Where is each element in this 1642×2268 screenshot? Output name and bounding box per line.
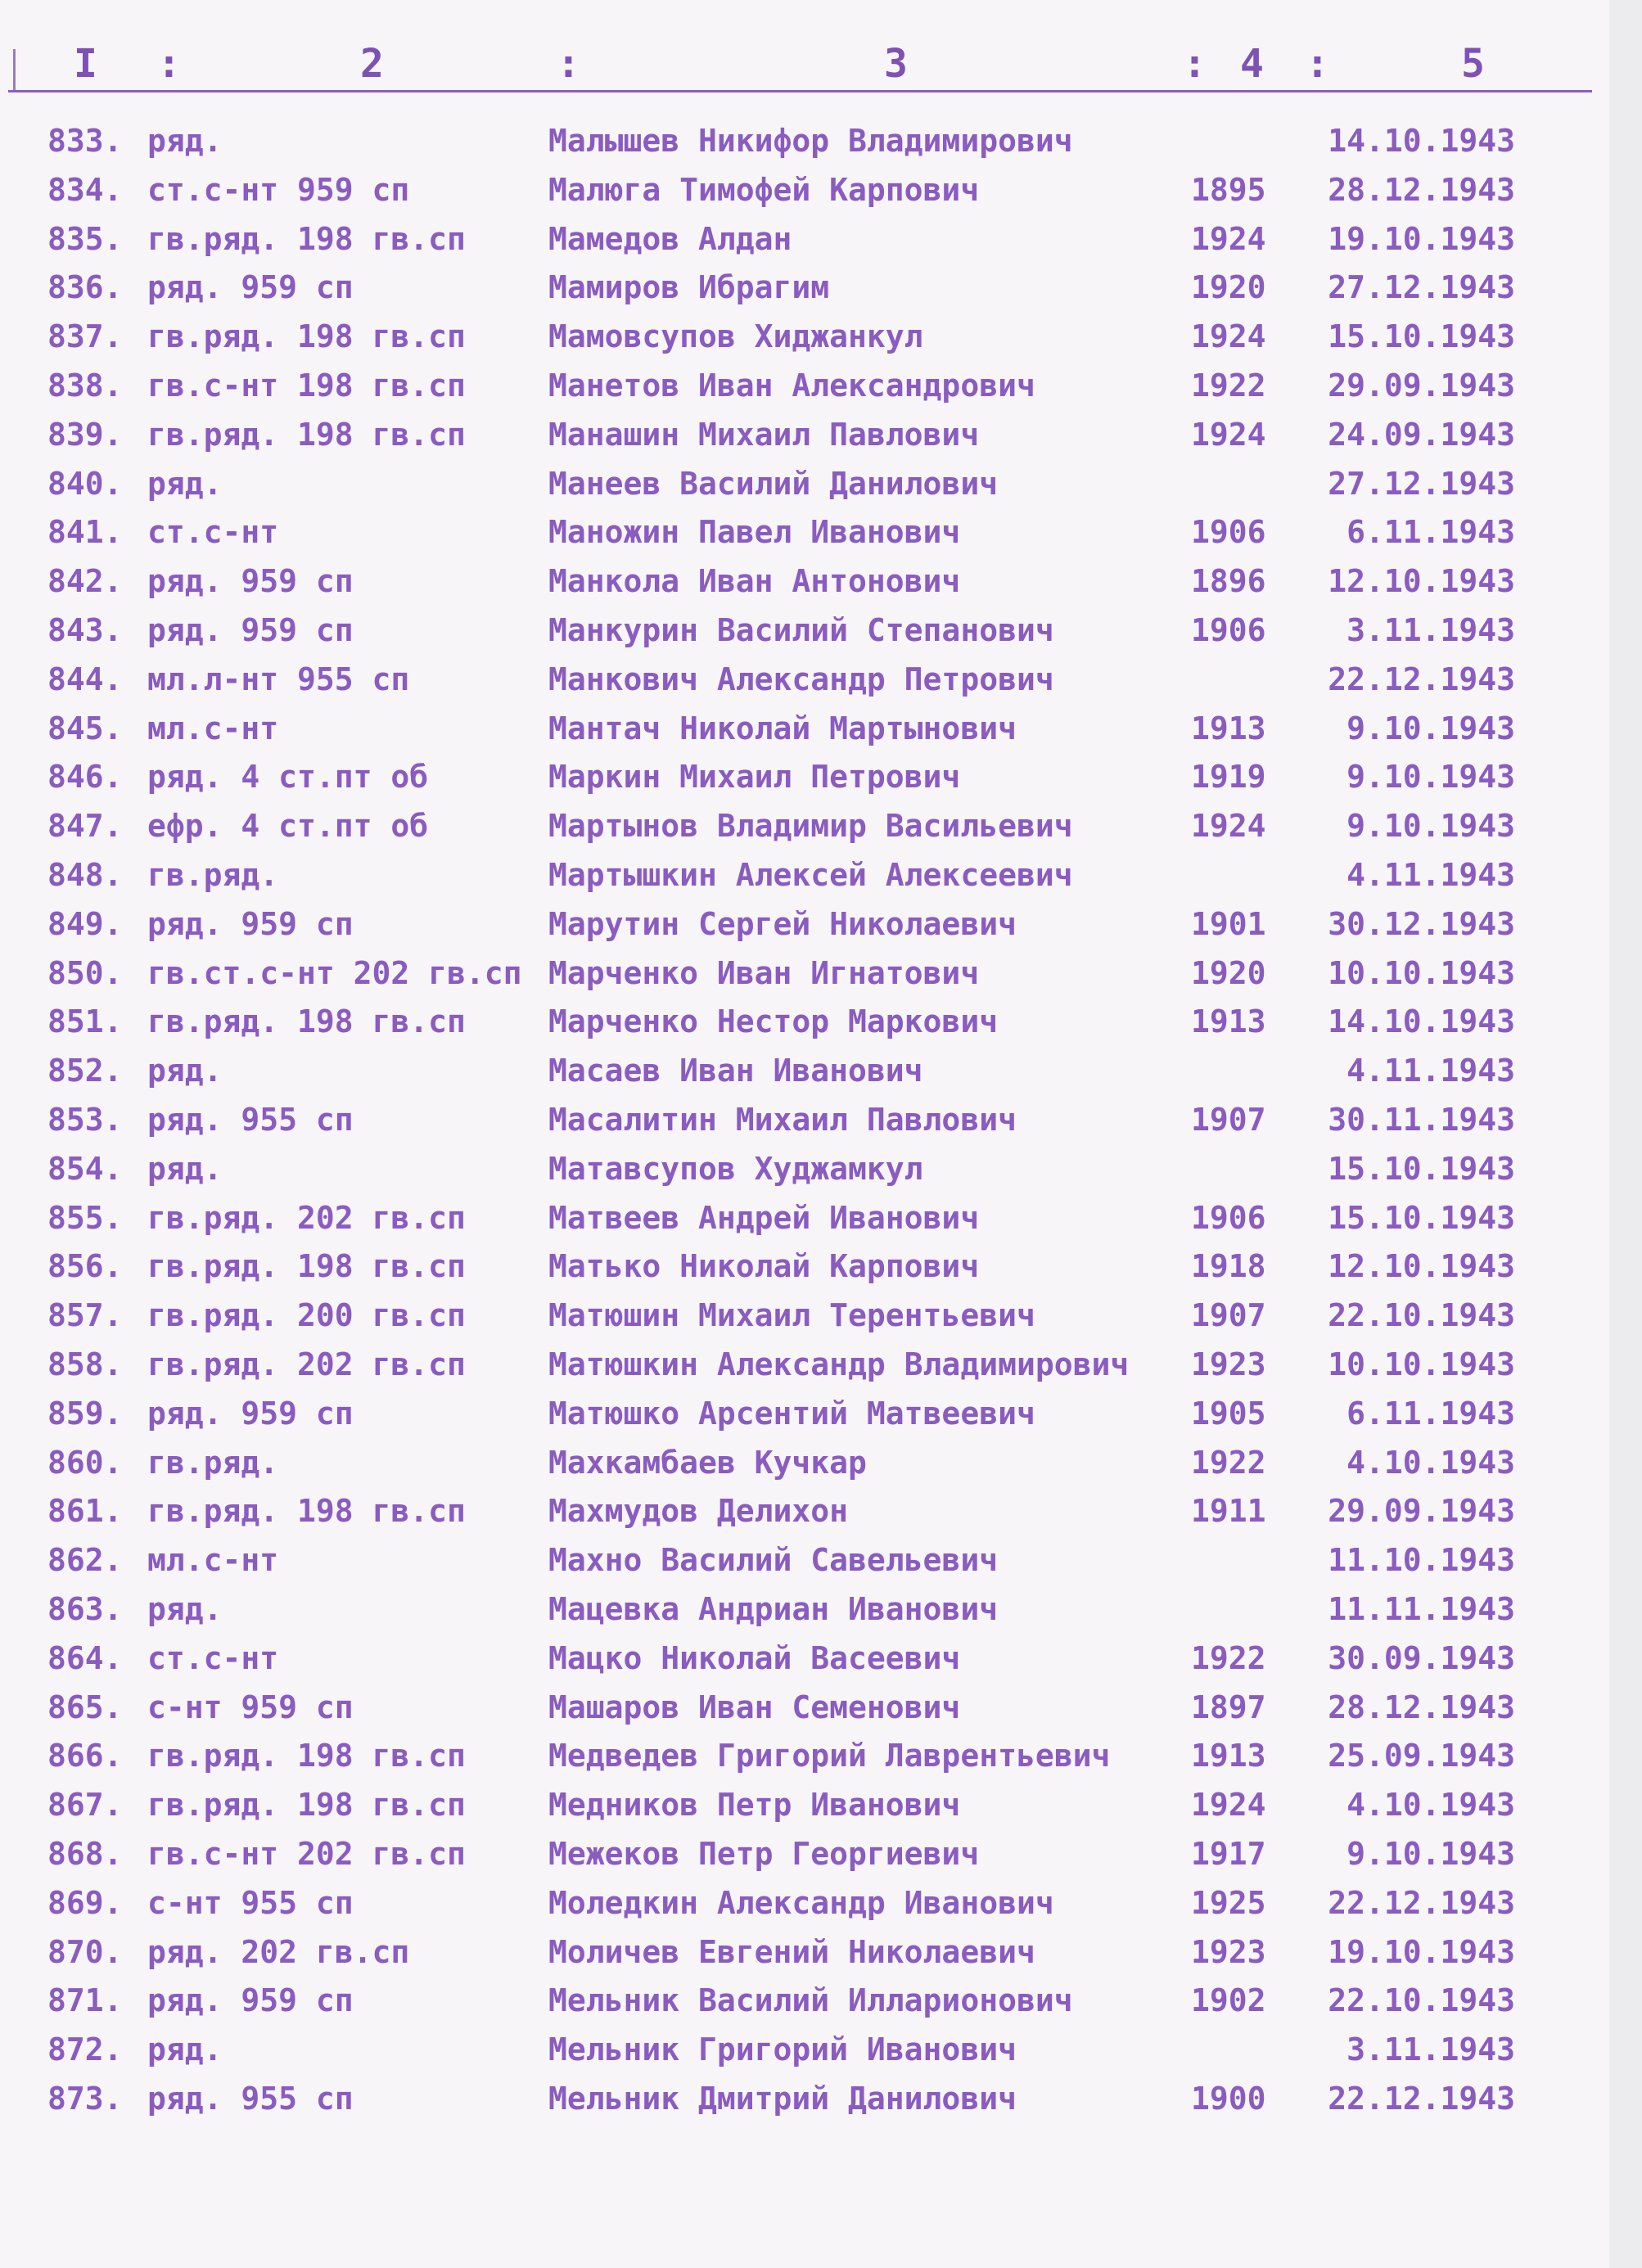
row-birth-year: 1906 (1191, 514, 1266, 551)
row-rank: гв.ряд. 198 гв.сп (147, 1738, 466, 1774)
row-birth-year: 1907 (1191, 1297, 1266, 1334)
table-row (0, 955, 1642, 1003)
row-birth-year: 1907 (1191, 1102, 1266, 1138)
row-number: 847. (47, 808, 123, 845)
row-rank: ряд. (147, 123, 223, 159)
row-number: 859. (47, 1395, 123, 1432)
row-birth-year: 1924 (1191, 808, 1266, 845)
row-rank: ряд. 959 сп (147, 269, 354, 306)
table-row (0, 1053, 1642, 1100)
row-birth-year: 1895 (1191, 171, 1266, 208)
row-birth-year: 1923 (1191, 1346, 1266, 1382)
row-date: 4.10.1943 (1347, 1787, 1515, 1824)
header-separator: : (157, 41, 181, 87)
row-number: 848. (47, 857, 123, 893)
table-row (0, 1591, 1642, 1639)
row-date: 30.11.1943 (1328, 1102, 1515, 1138)
header-separator: : (1183, 41, 1207, 87)
row-birth-year: 1911 (1191, 1493, 1266, 1530)
row-name: Махно Василий Савельевич (548, 1542, 999, 1579)
row-name: Манетов Иван Александрович (548, 367, 1035, 404)
row-name: Махкамбаев Кучкар (548, 1444, 867, 1481)
row-name: Моличев Евгений Николаевич (548, 1933, 1035, 1970)
row-number: 837. (47, 318, 123, 355)
row-rank: ряд. (147, 2031, 223, 2068)
row-rank: ряд. (147, 1053, 223, 1089)
row-birth-year: 1922 (1191, 367, 1266, 404)
table-row (0, 1445, 1642, 1492)
row-number: 860. (47, 1444, 123, 1481)
row-rank: ряд. 959 сп (147, 905, 354, 942)
row-number: 841. (47, 514, 123, 551)
row-rank: ряд. 959 сп (147, 1982, 354, 2019)
row-rank: гв.с-нт 202 гв.сп (147, 1836, 466, 1872)
row-number: 850. (47, 954, 123, 991)
row-name: Моледкин Александр Иванович (548, 1884, 1054, 1921)
row-rank: гв.ряд. 198 гв.сп (147, 318, 466, 355)
row-rank: ряд. (147, 1591, 223, 1627)
row-date: 30.09.1943 (1328, 1639, 1515, 1676)
row-date: 27.12.1943 (1328, 269, 1515, 306)
row-number: 855. (47, 1199, 123, 1236)
header-col-1: I (74, 41, 97, 87)
row-name: Малюга Тимофей Карпович (548, 171, 980, 208)
row-rank: с-нт 959 сп (147, 1689, 354, 1725)
row-date: 24.09.1943 (1328, 416, 1515, 453)
row-name: Матюшко Арсентий Матвеевич (548, 1395, 1035, 1432)
row-name: Мельник Григорий Иванович (548, 2031, 1017, 2068)
table-row (0, 417, 1642, 464)
row-number: 852. (47, 1053, 123, 1089)
table-row (0, 1934, 1642, 1982)
row-date: 29.09.1943 (1328, 367, 1515, 404)
row-birth-year: 1896 (1191, 563, 1266, 600)
row-rank: гв.ряд. 198 гв.сп (147, 1248, 466, 1285)
row-number: 839. (47, 416, 123, 453)
row-date: 11.10.1943 (1328, 1542, 1515, 1579)
row-name: Марченко Нестор Маркович (548, 1003, 999, 1040)
row-name: Маркин Михаил Петрович (548, 759, 961, 796)
row-birth-year: 1906 (1191, 612, 1266, 648)
table-row (0, 1640, 1642, 1688)
row-date: 22.12.1943 (1328, 1884, 1515, 1921)
row-date: 22.12.1943 (1328, 2081, 1515, 2117)
left-tick-mark (13, 49, 16, 90)
row-name: Мартынов Владимир Васильевич (548, 808, 1073, 845)
row-birth-year: 1900 (1191, 2081, 1266, 2117)
row-number: 873. (47, 2081, 123, 2117)
row-date: 9.10.1943 (1347, 759, 1515, 796)
table-row (0, 1248, 1642, 1296)
row-date: 28.12.1943 (1328, 171, 1515, 208)
row-date: 6.11.1943 (1347, 1395, 1515, 1432)
row-number: 854. (47, 1150, 123, 1187)
row-number: 872. (47, 2031, 123, 2068)
row-number: 857. (47, 1297, 123, 1334)
row-date: 22.10.1943 (1328, 1982, 1515, 2019)
row-number: 844. (47, 661, 123, 697)
row-rank: ряд. 959 сп (147, 1395, 354, 1432)
header-col-2: 2 (360, 41, 384, 87)
row-name: Матько Николай Карпович (548, 1248, 980, 1285)
row-date: 6.11.1943 (1347, 514, 1515, 551)
row-number: 865. (47, 1689, 123, 1725)
row-date: 9.10.1943 (1347, 808, 1515, 845)
row-rank: гв.ст.с-нт 202 гв.сп (147, 954, 522, 991)
column-header (0, 33, 1642, 98)
header-col-4: 4 (1240, 41, 1264, 87)
table-row (0, 1982, 1642, 2030)
row-number: 836. (47, 269, 123, 306)
table-row (0, 1102, 1642, 1149)
row-rank: гв.ряд. 198 гв.сп (147, 1003, 466, 1040)
header-rule (8, 90, 1592, 92)
table-row (0, 123, 1642, 170)
header-col-5: 5 (1461, 41, 1485, 87)
table-row (0, 1003, 1642, 1051)
row-date: 28.12.1943 (1328, 1689, 1515, 1725)
row-rank: гв.ряд. 202 гв.сп (147, 1199, 466, 1236)
row-number: 849. (47, 905, 123, 942)
row-birth-year: 1919 (1191, 759, 1266, 796)
row-name: Манкурин Василий Степанович (548, 612, 1054, 648)
row-name: Матавсупов Худжамкул (548, 1150, 923, 1187)
row-number: 842. (47, 563, 123, 600)
row-number: 838. (47, 367, 123, 404)
row-name: Машаров Иван Семенович (548, 1689, 961, 1725)
row-name: Манкович Александр Петрович (548, 661, 1054, 697)
row-birth-year: 1920 (1191, 954, 1266, 991)
row-rank: ряд. 959 сп (147, 563, 354, 600)
row-rank: ефр. 4 ст.пт об (147, 808, 429, 845)
row-date: 15.10.1943 (1328, 1150, 1515, 1187)
row-number: 870. (47, 1933, 123, 1970)
row-name: Махмудов Делихон (548, 1493, 849, 1530)
table-row (0, 1787, 1642, 1834)
row-rank: мл.с-нт (147, 710, 279, 746)
table-row (0, 1297, 1642, 1345)
table-row (0, 1836, 1642, 1883)
row-date: 19.10.1943 (1328, 1933, 1515, 1970)
row-number: 862. (47, 1542, 123, 1579)
table-row (0, 710, 1642, 758)
row-rank: ряд. 4 ст.пт об (147, 759, 429, 796)
row-birth-year: 1913 (1191, 710, 1266, 746)
row-date: 22.12.1943 (1328, 661, 1515, 697)
table-row (0, 808, 1642, 855)
row-date: 4.11.1943 (1347, 857, 1515, 893)
row-number: 843. (47, 612, 123, 648)
row-birth-year: 1905 (1191, 1395, 1266, 1432)
table-row (0, 514, 1642, 561)
row-rank: гв.ряд. 202 гв.сп (147, 1346, 466, 1382)
row-rank: ст.с-нт (147, 514, 279, 551)
header-separator: : (1306, 41, 1329, 87)
row-rank: ряд. 959 сп (147, 612, 354, 648)
table-row (0, 1542, 1642, 1589)
row-name: Межеков Петр Георгиевич (548, 1836, 980, 1872)
row-date: 14.10.1943 (1328, 1003, 1515, 1040)
row-name: Матюшкин Александр Владимирович (548, 1346, 1130, 1382)
row-birth-year: 1920 (1191, 269, 1266, 306)
row-number: 845. (47, 710, 123, 746)
row-date: 9.10.1943 (1347, 710, 1515, 746)
row-number: 863. (47, 1591, 123, 1627)
table-row (0, 367, 1642, 415)
row-rank: гв.ряд. (147, 1444, 279, 1481)
row-birth-year: 1922 (1191, 1444, 1266, 1481)
row-name: Малышев Никифор Владимирович (548, 123, 1073, 159)
row-rank: гв.с-нт 198 гв.сп (147, 367, 466, 404)
row-number: 853. (47, 1102, 123, 1138)
table-row (0, 1396, 1642, 1443)
row-date: 29.09.1943 (1328, 1493, 1515, 1530)
row-name: Мамовсупов Хиджанкул (548, 318, 923, 355)
table-row (0, 1689, 1642, 1737)
row-birth-year: 1924 (1191, 1787, 1266, 1824)
row-number: 833. (47, 123, 123, 159)
table-row (0, 172, 1642, 219)
row-number: 851. (47, 1003, 123, 1040)
row-name: Мамедов Алдан (548, 220, 792, 257)
row-date: 3.11.1943 (1347, 612, 1515, 648)
table-row (0, 563, 1642, 611)
row-name: Матюшин Михаил Терентьевич (548, 1297, 1035, 1334)
row-number: 867. (47, 1787, 123, 1824)
table-row (0, 1346, 1642, 1394)
row-birth-year: 1901 (1191, 905, 1266, 942)
row-number: 864. (47, 1639, 123, 1676)
row-rank: мл.с-нт (147, 1542, 279, 1579)
row-date: 27.12.1943 (1328, 465, 1515, 502)
table-row (0, 661, 1642, 709)
table-row (0, 1738, 1642, 1785)
table-row (0, 1885, 1642, 1932)
row-birth-year: 1923 (1191, 1933, 1266, 1970)
row-date: 10.10.1943 (1328, 954, 1515, 991)
row-date: 14.10.1943 (1328, 123, 1515, 159)
row-name: Мельник Василий Илларионович (548, 1982, 1073, 2019)
row-date: 30.12.1943 (1328, 905, 1515, 942)
row-rank: с-нт 955 сп (147, 1884, 354, 1921)
row-name: Маножин Павел Иванович (548, 514, 961, 551)
row-rank: мл.л-нт 955 сп (147, 661, 410, 697)
row-name: Манкола Иван Антонович (548, 563, 961, 600)
row-birth-year: 1924 (1191, 416, 1266, 453)
row-rank: ряд. 202 гв.сп (147, 1933, 410, 1970)
row-rank: ряд. 955 сп (147, 1102, 354, 1138)
row-name: Манеев Василий Данилович (548, 465, 999, 502)
row-number: 846. (47, 759, 123, 796)
row-name: Мацевка Андриан Иванович (548, 1591, 999, 1627)
row-date: 4.10.1943 (1347, 1444, 1515, 1481)
table-row (0, 612, 1642, 660)
row-number: 861. (47, 1493, 123, 1530)
row-birth-year: 1913 (1191, 1003, 1266, 1040)
row-rank: гв.ряд. 198 гв.сп (147, 1787, 466, 1824)
table-row (0, 269, 1642, 317)
table-row (0, 1493, 1642, 1540)
table-row (0, 1151, 1642, 1198)
row-date: 22.10.1943 (1328, 1297, 1515, 1334)
row-date: 12.10.1943 (1328, 1248, 1515, 1285)
row-name: Манашин Михаил Павлович (548, 416, 980, 453)
header-separator: : (557, 41, 580, 87)
table-row (0, 2081, 1642, 2128)
row-name: Масаев Иван Иванович (548, 1053, 923, 1089)
table-row (0, 318, 1642, 366)
table-row (0, 857, 1642, 904)
table-row (0, 221, 1642, 268)
page-edge (1609, 0, 1642, 2268)
row-date: 9.10.1943 (1347, 1836, 1515, 1872)
row-number: 840. (47, 465, 123, 502)
row-name: Мантач Николай Мартынович (548, 710, 1017, 746)
table-row (0, 2031, 1642, 2079)
row-number: 871. (47, 1982, 123, 2019)
table-row (0, 1200, 1642, 1247)
row-birth-year: 1924 (1191, 220, 1266, 257)
row-rank: гв.ряд. (147, 857, 279, 893)
row-name: Мартышкин Алексей Алексеевич (548, 857, 1073, 893)
row-birth-year: 1925 (1191, 1884, 1266, 1921)
row-number: 856. (47, 1248, 123, 1285)
row-name: Марченко Иван Игнатович (548, 954, 980, 991)
row-number: 866. (47, 1738, 123, 1774)
row-number: 869. (47, 1884, 123, 1921)
row-date: 19.10.1943 (1328, 220, 1515, 257)
row-rank: ряд. (147, 465, 223, 502)
row-name: Марутин Сергей Николаевич (548, 905, 1017, 942)
row-name: Матвеев Андрей Иванович (548, 1199, 980, 1236)
row-rank: гв.ряд. 198 гв.сп (147, 416, 466, 453)
row-name: Медников Петр Иванович (548, 1787, 961, 1824)
row-birth-year: 1924 (1191, 318, 1266, 355)
row-birth-year: 1922 (1191, 1639, 1266, 1676)
row-birth-year: 1913 (1191, 1738, 1266, 1774)
row-birth-year: 1902 (1191, 1982, 1266, 2019)
row-date: 12.10.1943 (1328, 563, 1515, 600)
row-name: Масалитин Михаил Павлович (548, 1102, 1017, 1138)
row-date: 10.10.1943 (1328, 1346, 1515, 1382)
row-number: 834. (47, 171, 123, 208)
row-birth-year: 1897 (1191, 1689, 1266, 1725)
row-name: Мамиров Ибрагим (548, 269, 830, 306)
row-number: 835. (47, 220, 123, 257)
row-birth-year: 1918 (1191, 1248, 1266, 1285)
row-name: Мацко Николай Васеевич (548, 1639, 961, 1676)
row-rank: ряд. 955 сп (147, 2081, 354, 2117)
table-row (0, 466, 1642, 513)
header-col-3: 3 (884, 41, 908, 87)
row-number: 868. (47, 1836, 123, 1872)
row-rank: гв.ряд. 198 гв.сп (147, 1493, 466, 1530)
table-row (0, 759, 1642, 806)
row-number: 858. (47, 1346, 123, 1382)
row-rank: ряд. (147, 1150, 223, 1187)
row-rank: ст.с-нт 959 сп (147, 171, 410, 208)
row-date: 15.10.1943 (1328, 1199, 1515, 1236)
row-birth-year: 1917 (1191, 1836, 1266, 1872)
row-date: 4.11.1943 (1347, 1053, 1515, 1089)
row-rank: ст.с-нт (147, 1639, 279, 1676)
row-rank: гв.ряд. 200 гв.сп (147, 1297, 466, 1334)
row-date: 3.11.1943 (1347, 2031, 1515, 2068)
row-date: 25.09.1943 (1328, 1738, 1515, 1774)
table-row (0, 906, 1642, 954)
row-date: 15.10.1943 (1328, 318, 1515, 355)
row-rank: гв.ряд. 198 гв.сп (147, 220, 466, 257)
row-date: 11.11.1943 (1328, 1591, 1515, 1627)
row-name: Мельник Дмитрий Данилович (548, 2081, 1017, 2117)
row-birth-year: 1906 (1191, 1199, 1266, 1236)
row-name: Медведев Григорий Лаврентьевич (548, 1738, 1111, 1774)
